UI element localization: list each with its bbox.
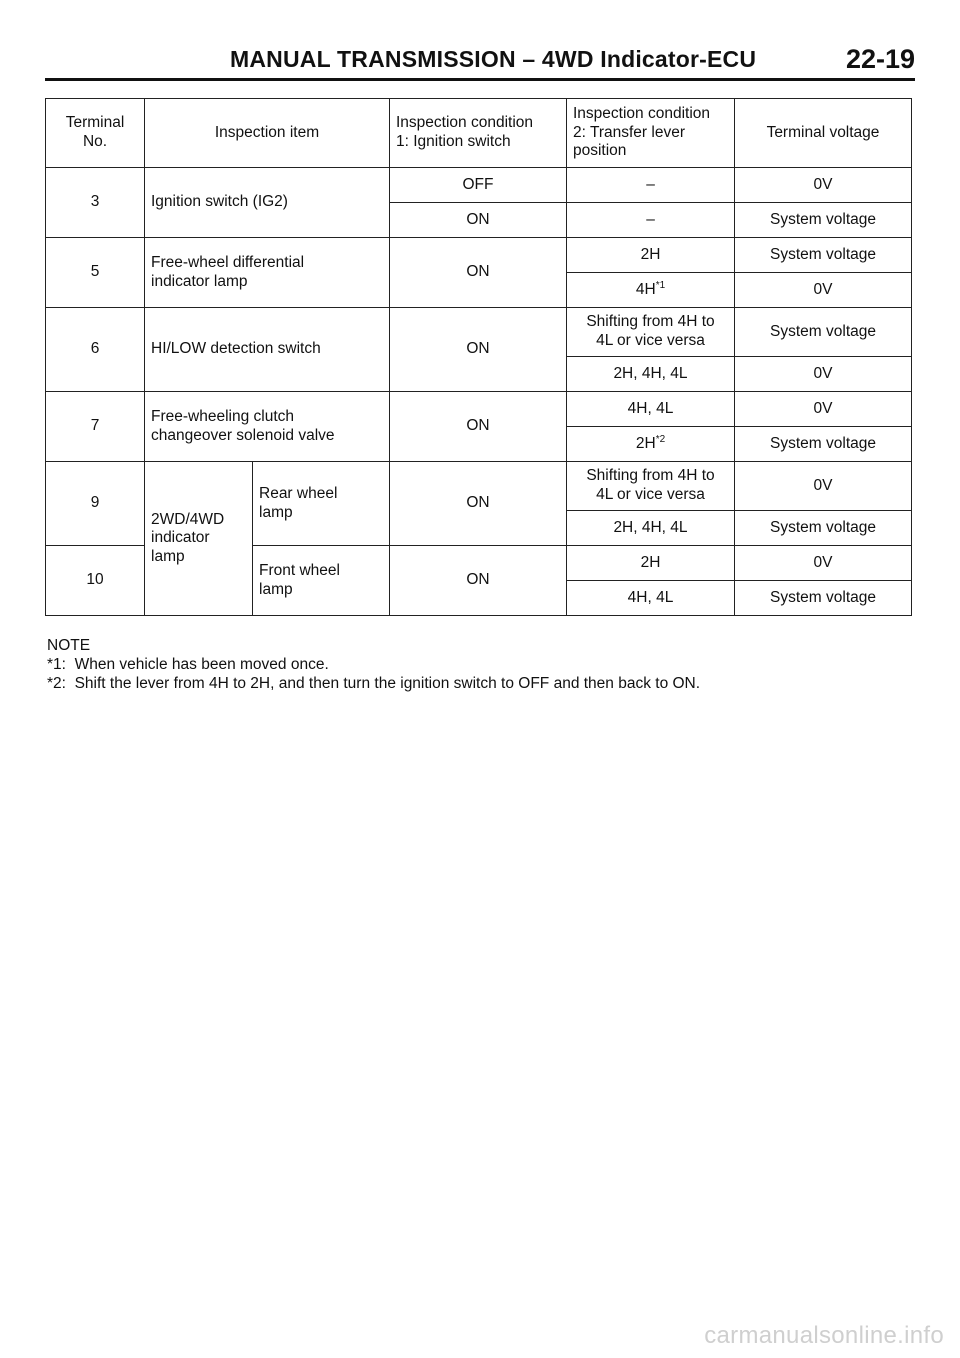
- page-number: 22-19: [845, 44, 915, 74]
- table-row: [46, 238, 912, 273]
- condition-2-cell: Shifting from 4H to 4L or vice versa: [567, 308, 735, 357]
- condition-2-text: 4H: [635, 280, 656, 298]
- condition-1-cell: ON: [390, 308, 567, 392]
- terminal-cell: 9: [46, 462, 145, 546]
- condition-2-text: 2H: [635, 434, 656, 452]
- condition-2-cell: 2H: [567, 238, 735, 273]
- voltage-cell: System voltage: [735, 427, 912, 462]
- condition-1-cell: ON: [390, 392, 567, 462]
- inspection-table: [45, 98, 912, 616]
- condition-2-cell: [567, 273, 735, 308]
- page-header: [45, 40, 915, 81]
- voltage-cell: System voltage: [735, 203, 912, 238]
- terminal-cell: 6: [46, 308, 145, 392]
- condition-2-cell: –: [567, 203, 735, 238]
- note-2: *2: Shift the lever from 4H to 2H, and then turn the ignition switch to OFF and then back to ON.: [47, 675, 701, 692]
- watermark: carmanualsonline.info: [704, 1322, 944, 1349]
- note-1: *1: When vehicle has been moved once.: [47, 656, 329, 673]
- page-title: MANUAL TRANSMISSION – 4WD Indicator-ECU: [230, 46, 757, 72]
- terminal-cell: 5: [46, 238, 145, 308]
- voltage-cell: 0V: [735, 357, 912, 392]
- header-inspection-item: Inspection item: [145, 99, 390, 168]
- indicator-lamp-label: 2WD/4WD indicator lamp: [145, 462, 253, 616]
- condition-2-cell: 4H, 4L: [567, 581, 735, 616]
- item-cell: Free-wheel differential indicator lamp: [145, 238, 390, 308]
- condition-2-cell: 2H: [567, 546, 735, 581]
- table-row: [46, 168, 912, 203]
- terminal-cell: 3: [46, 168, 145, 238]
- item-cell: Ignition switch (IG2): [145, 168, 390, 238]
- table-row: [46, 392, 912, 427]
- table-row: [46, 308, 912, 357]
- voltage-cell: 0V: [735, 168, 912, 203]
- condition-1-cell: OFF: [390, 168, 567, 203]
- header-terminal-voltage: Terminal voltage: [735, 99, 912, 168]
- voltage-cell: 0V: [735, 546, 912, 581]
- condition-2-cell: 4H, 4L: [567, 392, 735, 427]
- header-terminal: Terminal No.: [46, 99, 145, 168]
- header-condition-1: Inspection condition 1: Ignition switch: [390, 99, 567, 168]
- table-header-row: [46, 99, 912, 168]
- item-cell: HI/LOW detection switch: [145, 308, 390, 392]
- condition-1-cell: ON: [390, 546, 567, 616]
- condition-2-cell: [567, 427, 735, 462]
- condition-2-cell: 2H, 4H, 4L: [567, 357, 735, 392]
- notes-heading: NOTE: [47, 637, 91, 654]
- voltage-cell: System voltage: [735, 581, 912, 616]
- notes-section: [47, 636, 917, 693]
- voltage-cell: 0V: [735, 462, 912, 511]
- footnote-marker: *2: [655, 433, 666, 445]
- terminal-cell: 7: [46, 392, 145, 462]
- table-row: [46, 462, 912, 511]
- terminal-cell: 10: [46, 546, 145, 616]
- condition-1-cell: ON: [390, 203, 567, 238]
- condition-2-cell: Shifting from 4H to 4L or vice versa: [567, 462, 735, 511]
- item-cell: Free-wheeling clutch changeover solenoid valve: [145, 392, 390, 462]
- header-condition-2: Inspection condition 2: Transfer lever position: [567, 99, 735, 168]
- condition-1-cell: ON: [390, 462, 567, 546]
- condition-2-cell: 2H, 4H, 4L: [567, 511, 735, 546]
- voltage-cell: System voltage: [735, 511, 912, 546]
- voltage-cell: 0V: [735, 392, 912, 427]
- item-cell: Front wheel lamp: [253, 546, 390, 616]
- item-cell: Rear wheel lamp: [253, 462, 390, 546]
- condition-1-cell: ON: [390, 238, 567, 308]
- voltage-cell: System voltage: [735, 308, 912, 357]
- voltage-cell: System voltage: [735, 238, 912, 273]
- footnote-marker: *1: [655, 279, 666, 291]
- voltage-cell: 0V: [735, 273, 912, 308]
- condition-2-cell: –: [567, 168, 735, 203]
